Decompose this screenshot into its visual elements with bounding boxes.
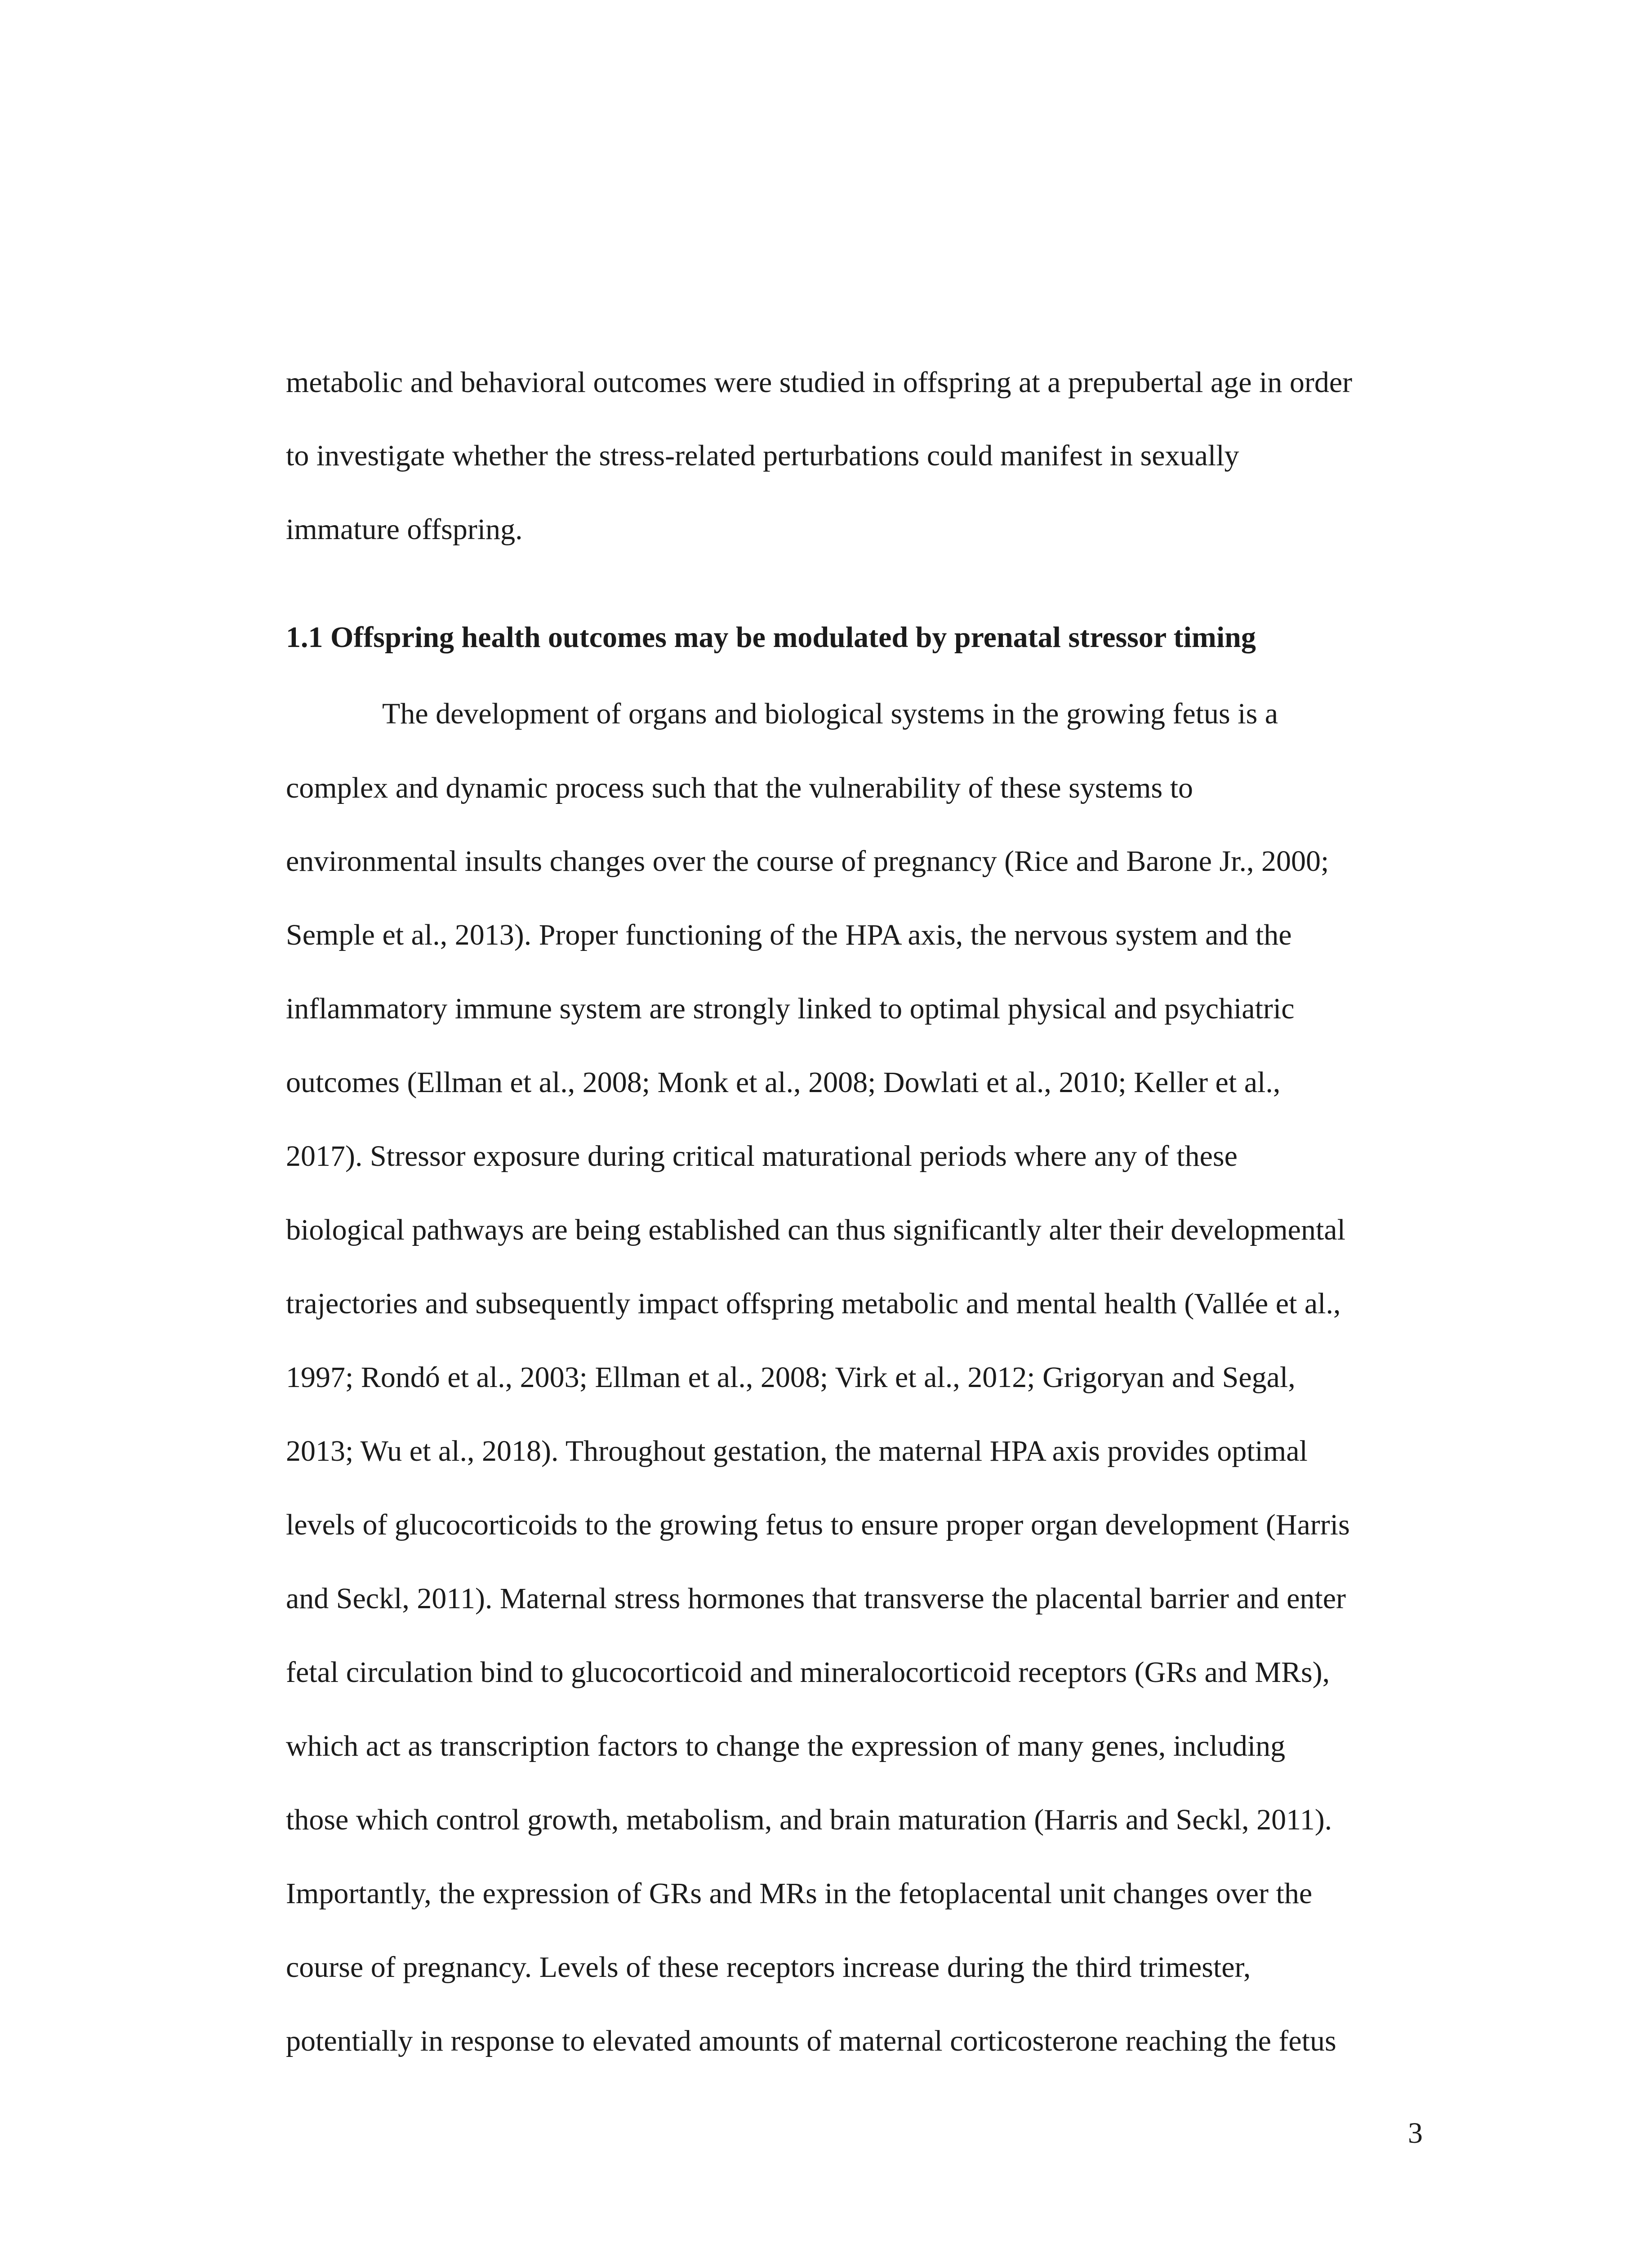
body-line-15: which act as transcription factors to change the expression of many genes, including [286,1730,1286,1762]
body-line-10: 1997; Rondó et al., 2003; Ellman et al., 2008; Virk et al., 2012; Grigoryan and Segal, [286,1361,1296,1394]
body-line-4: Semple et al., 2013). Proper functioning of the HPA axis, the nervous system and the [286,919,1292,951]
body-line-5: inflammatory immune system are strongly linked to optimal physical and psychiatric [286,992,1295,1025]
body-line-16: those which control growth, metabolism, and brain maturation (Harris and Seckl, 2011). [286,1803,1332,1836]
body-line-11: 2013; Wu et al., 2018). Throughout gestation, the maternal HPA axis provides optimal [286,1435,1308,1467]
body-line-1: The development of organs and biological systems in the growing fetus is a [382,697,1278,730]
body-line-12: levels of glucocorticoids to the growing fetus to ensure proper organ development (Harris [286,1508,1350,1541]
body-line-2: complex and dynamic process such that the vulnerability of these systems to [286,772,1193,804]
body-line-8: biological pathways are being established can thus significantly alter their developmental [286,1213,1345,1246]
intro-line-3: immature offspring. [286,513,523,546]
body-line-19: potentially in response to elevated amounts of maternal corticosterone reaching the fetus [286,2025,1336,2057]
body-line-17: Importantly, the expression of GRs and MRs in the fetoplacental unit changes over the [286,1877,1313,1910]
body-line-3: environmental insults changes over the course of pregnancy (Rice and Barone Jr., 2000; [286,845,1329,878]
page-number: 3 [1408,2117,1423,2150]
section-heading: 1.1 Offspring health outcomes may be modulated by prenatal stressor timing [286,621,1256,654]
body-line-7: 2017). Stressor exposure during critical maturational periods where any of these [286,1140,1238,1173]
body-line-18: course of pregnancy. Levels of these receptors increase during the third trimester, [286,1951,1251,1984]
body-line-13: and Seckl, 2011). Maternal stress hormones that transverse the placental barrier and enter [286,1582,1346,1615]
body-line-14: fetal circulation bind to glucocorticoid and mineralocorticoid receptors (GRs and MRs), [286,1656,1330,1689]
body-line-6: outcomes (Ellman et al., 2008; Monk et al., 2008; Dowlati et al., 2010; Keller et al., [286,1066,1281,1099]
intro-line-1: metabolic and behavioral outcomes were studied in offspring at a prepubertal age in order [286,366,1353,399]
intro-line-2: to investigate whether the stress-related perturbations could manifest in sexually [286,439,1239,472]
body-line-9: trajectories and subsequently impact offspring metabolic and mental health (Vallée et al., [286,1287,1341,1320]
